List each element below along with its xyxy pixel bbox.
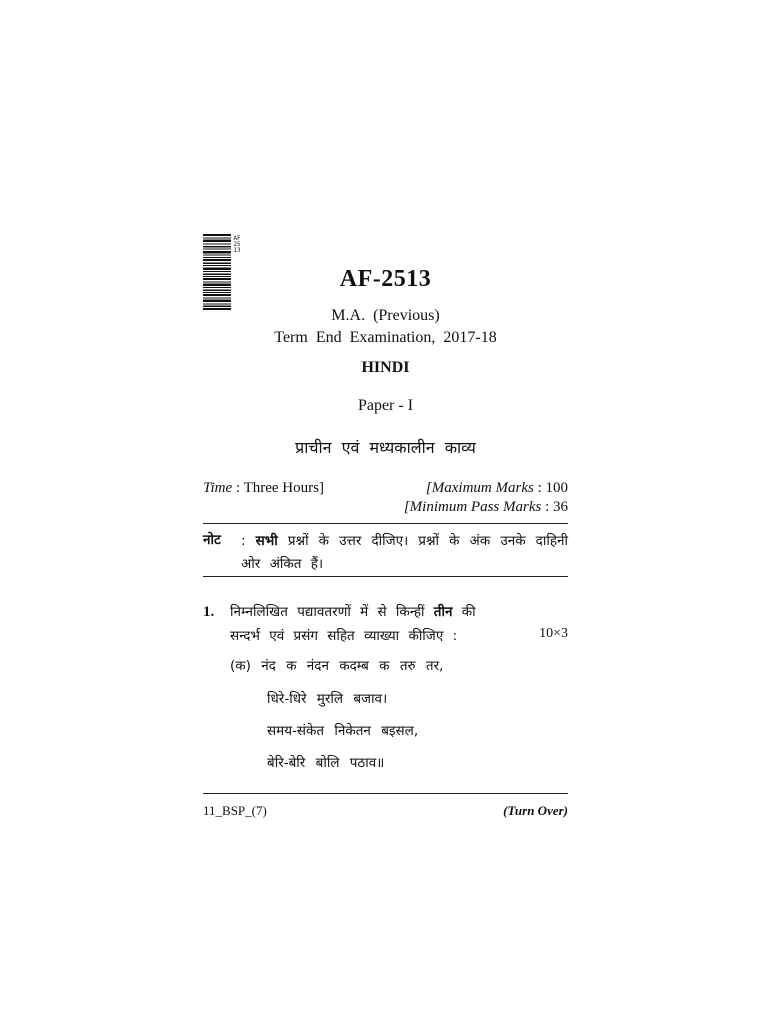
verse-line: समय-संकेत निकेतन बइसल,: [267, 723, 419, 739]
divider-top: [203, 523, 568, 524]
course-name: M.A. (Previous): [331, 307, 440, 324]
verse-line: बेरि-बेरि बोलि पठाव॥: [267, 755, 385, 771]
question-line-1-end: की: [452, 604, 476, 620]
question-line-1-start: निम्नलिखित पद्यावतरणों में से किन्हीं: [230, 604, 434, 620]
turn-over-label: (Turn Over): [503, 803, 568, 818]
paper-number: Paper - I: [357, 397, 414, 414]
min-marks-value: : 36: [545, 499, 568, 515]
question-line-2-text: सन्दर्भ एवं प्रसंग सहित व्याख्या कीजिए :: [230, 628, 458, 644]
time-row: [203, 479, 568, 498]
verse-line: धिरे-धिरे मुरलि बजाव।: [267, 691, 388, 707]
max-marks: [426, 479, 568, 498]
max-marks-label: [Maximum Marks: [425, 480, 534, 496]
subject-title: HINDI: [361, 359, 410, 376]
note-text: [241, 530, 568, 576]
verse-line: (क) नंद क नंदन कदम्ब क तरु तर,: [230, 658, 444, 674]
min-marks: [404, 498, 568, 517]
question-line-2: [230, 626, 568, 644]
min-marks-label: [Minimum Pass Marks: [403, 499, 542, 515]
paper-code: AF-2513: [339, 266, 432, 292]
question-number: 1.: [203, 604, 215, 620]
question-line-1: [230, 602, 476, 620]
question-marks: 10×3: [539, 626, 568, 641]
max-marks-value: : 100: [537, 480, 568, 496]
divider-footer: [203, 793, 568, 794]
divider-middle: [203, 576, 568, 577]
note-prefix: :: [241, 533, 256, 549]
time-value: : Three Hours]: [235, 480, 324, 496]
note-label: नोट: [203, 532, 221, 548]
note-body: प्रश्नों के उत्तर दीजिए। प्रश्नों के अंक उनके दाहिनी ओर अंकित हैं।: [241, 533, 568, 572]
time-label: Time: [203, 480, 233, 496]
paper-title-hindi: प्राचीन एवं मध्यकालीन काव्य: [295, 438, 476, 457]
question-line-1-bold: तीन: [433, 604, 453, 620]
barcode-digits: AF2513: [233, 235, 241, 255]
footer-code: 11_BSP_(7): [203, 803, 267, 818]
note-bold-word: सभी: [255, 533, 278, 549]
exam-title: Term End Examination, 2017-18: [274, 329, 497, 346]
